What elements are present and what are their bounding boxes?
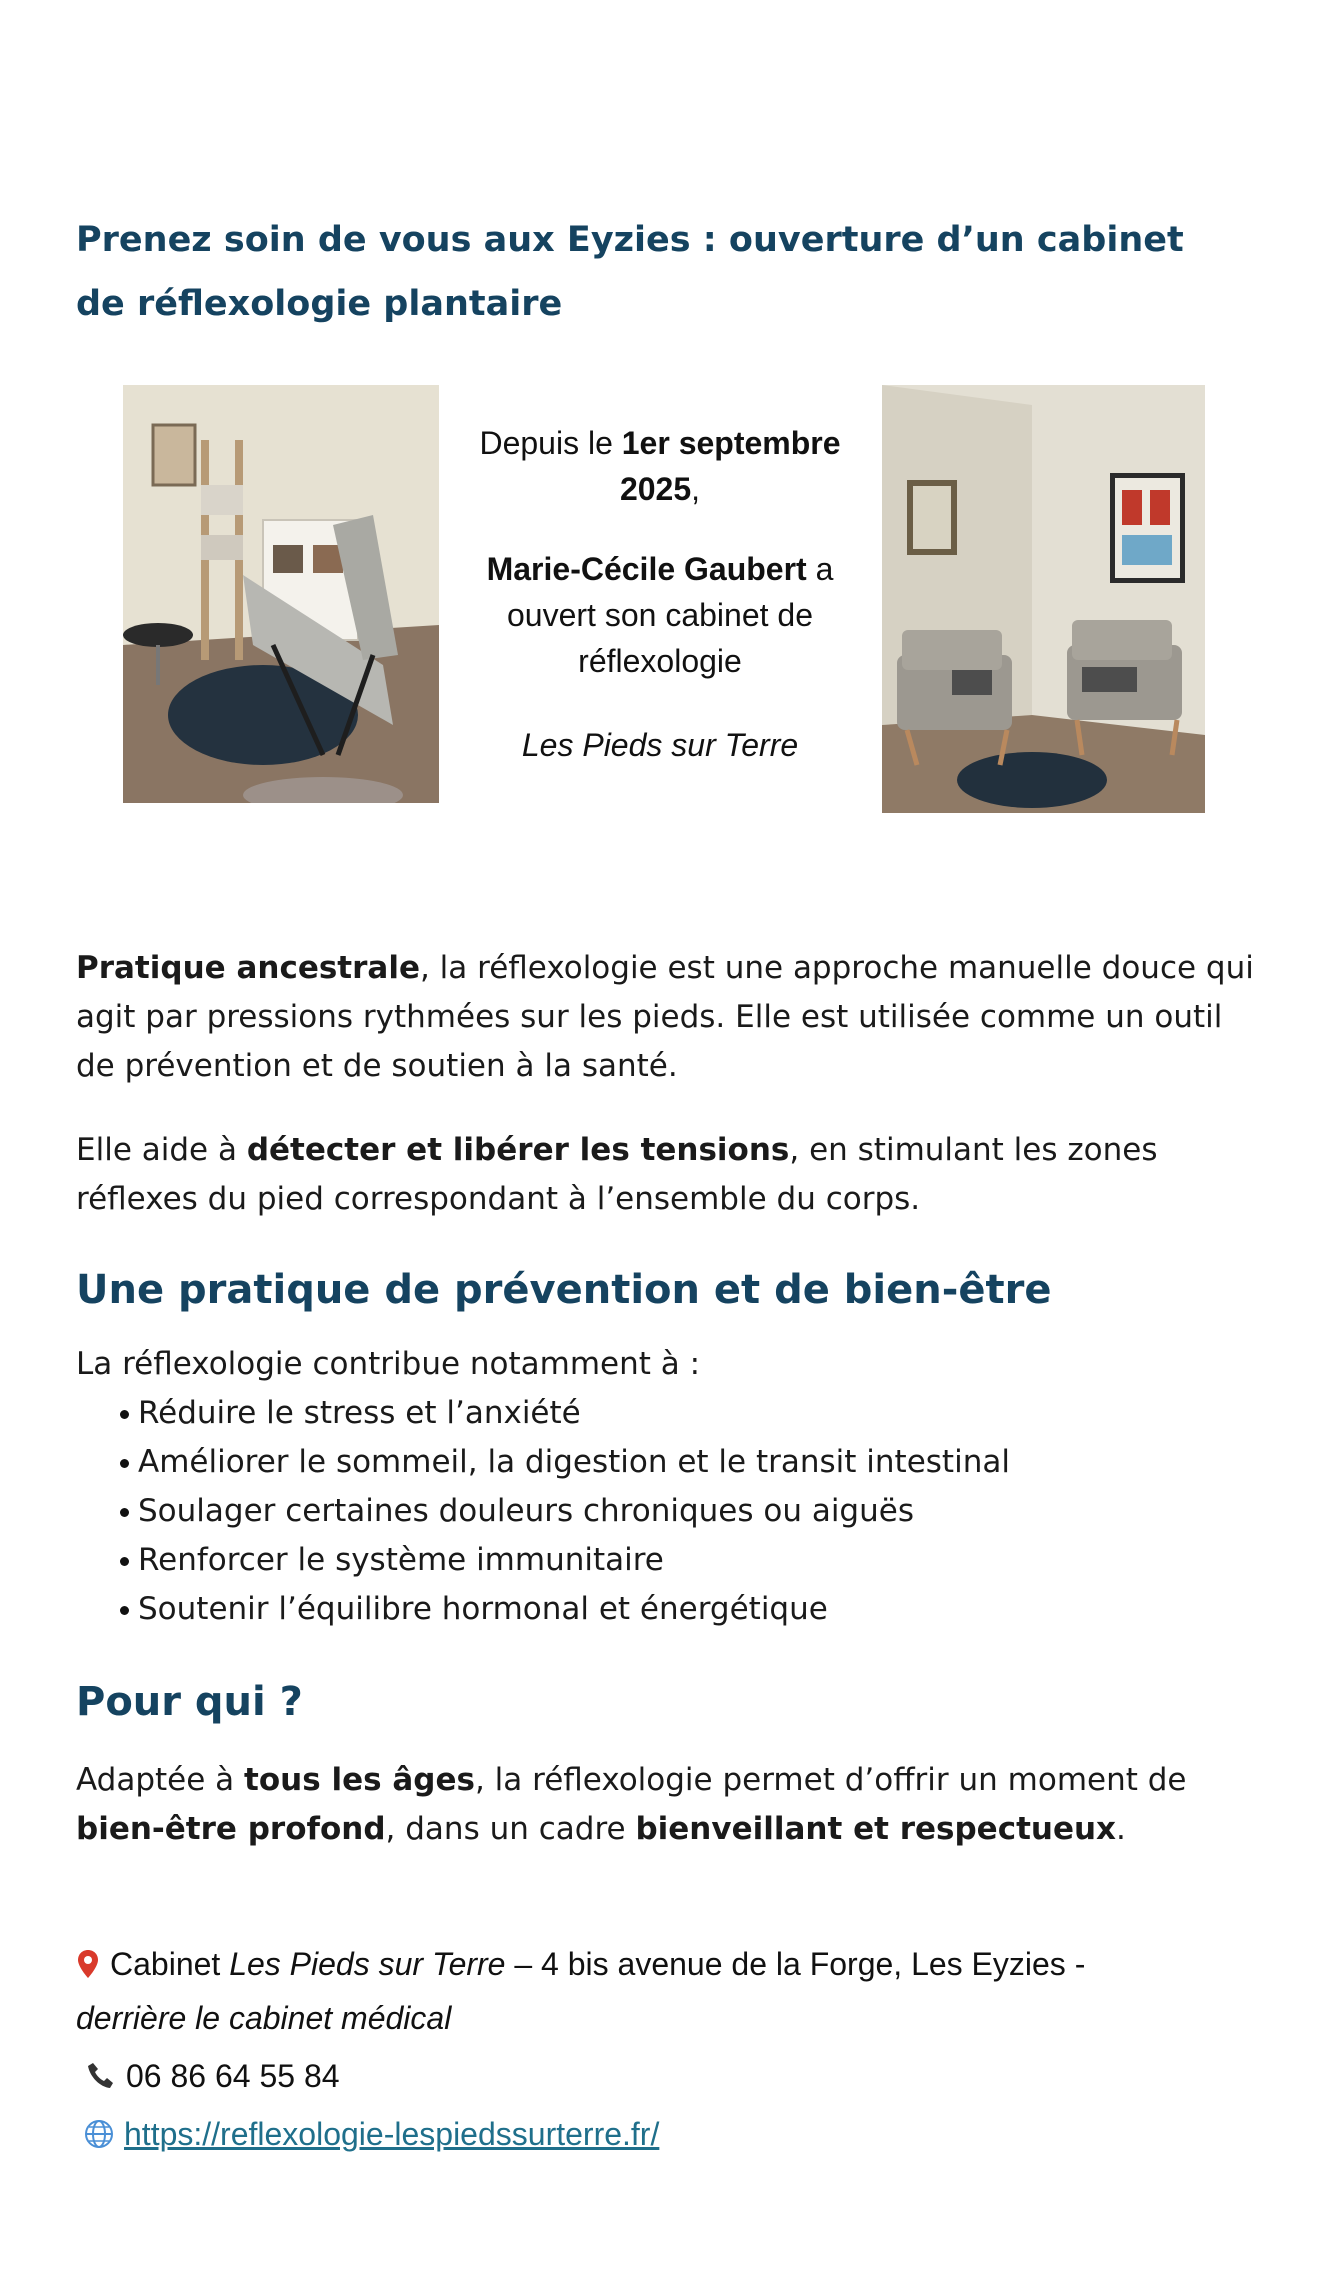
intro-cabinet-name: Les Pieds sur Terre — [521, 727, 799, 763]
contact-address-note: derrière le cabinet médical — [76, 2000, 452, 2036]
paragraph1-text: , la réflexologie est une approche manuelle douce qui agit par pressions rythmées sur les pieds. Elle est utilisée comme un outil de prévention et de soutien à la santé. — [76, 950, 1254, 1084]
intro-since: Depuis le 1er septembre 2025, — [479, 425, 841, 507]
list-item: Réduire le stress et l’anxiété — [76, 1389, 1256, 1438]
paragraph-tensions: Elle aide à détecter et libérer les tensions, en stimulant les zones réflexes du pied correspondant à l’ensemble du corps. — [76, 1132, 1158, 1217]
phone-icon — [86, 2056, 116, 2104]
globe-icon — [84, 2114, 114, 2162]
intro-opening: Marie-Cécile Gaubert a ouvert son cabinet de réflexologie — [486, 551, 834, 679]
benefits-block — [76, 1340, 1256, 1634]
section-heading-audience: Pour qui ? — [76, 1679, 303, 1725]
pin-icon — [76, 1944, 100, 1992]
website-link[interactable]: https://reflexologie-lespiedssurterre.fr/ — [124, 2116, 660, 2152]
photo-reflexology-chair — [123, 385, 439, 803]
list-item: Soulager certaines douleurs chroniques ou aiguës — [76, 1487, 1256, 1536]
paragraph2-bold: détecter et libérer les tensions — [246, 1132, 790, 1168]
contact-website — [84, 2110, 659, 2162]
page-title: Prenez soin de vous aux Eyzies : ouverture d’un cabinet de réflexologie plantaire — [76, 220, 1184, 324]
list-item: Soutenir l’équilibre hormonal et énergétique — [76, 1585, 1256, 1634]
benefits-lead: La réflexologie contribue notamment à : — [76, 1346, 701, 1382]
paragraph-ancestral — [76, 944, 1256, 1091]
paragraph-audience: Adaptée à tous les âges, la réflexologie permet d’offrir un moment de bien-être profond, dans un cadre bienveillant et respectueux. — [76, 1762, 1187, 1847]
list-item: Renforcer le système immunitaire — [76, 1536, 1256, 1585]
contact-phone: 06 86 64 55 84 — [86, 2052, 340, 2104]
contact-address: Cabinet Les Pieds sur Terre – 4 bis avenue de la Forge, Les Eyzies - — [76, 1940, 1085, 1992]
benefits-list — [76, 1389, 1256, 1634]
photo-waiting-room — [882, 385, 1205, 813]
list-item: Améliorer le sommeil, la digestion et le transit intestinal — [76, 1438, 1256, 1487]
intro-block — [470, 420, 850, 768]
section-heading-prevention: Une pratique de prévention et de bien-être — [76, 1267, 1052, 1313]
paragraph1-bold: Pratique ancestrale — [76, 950, 420, 986]
